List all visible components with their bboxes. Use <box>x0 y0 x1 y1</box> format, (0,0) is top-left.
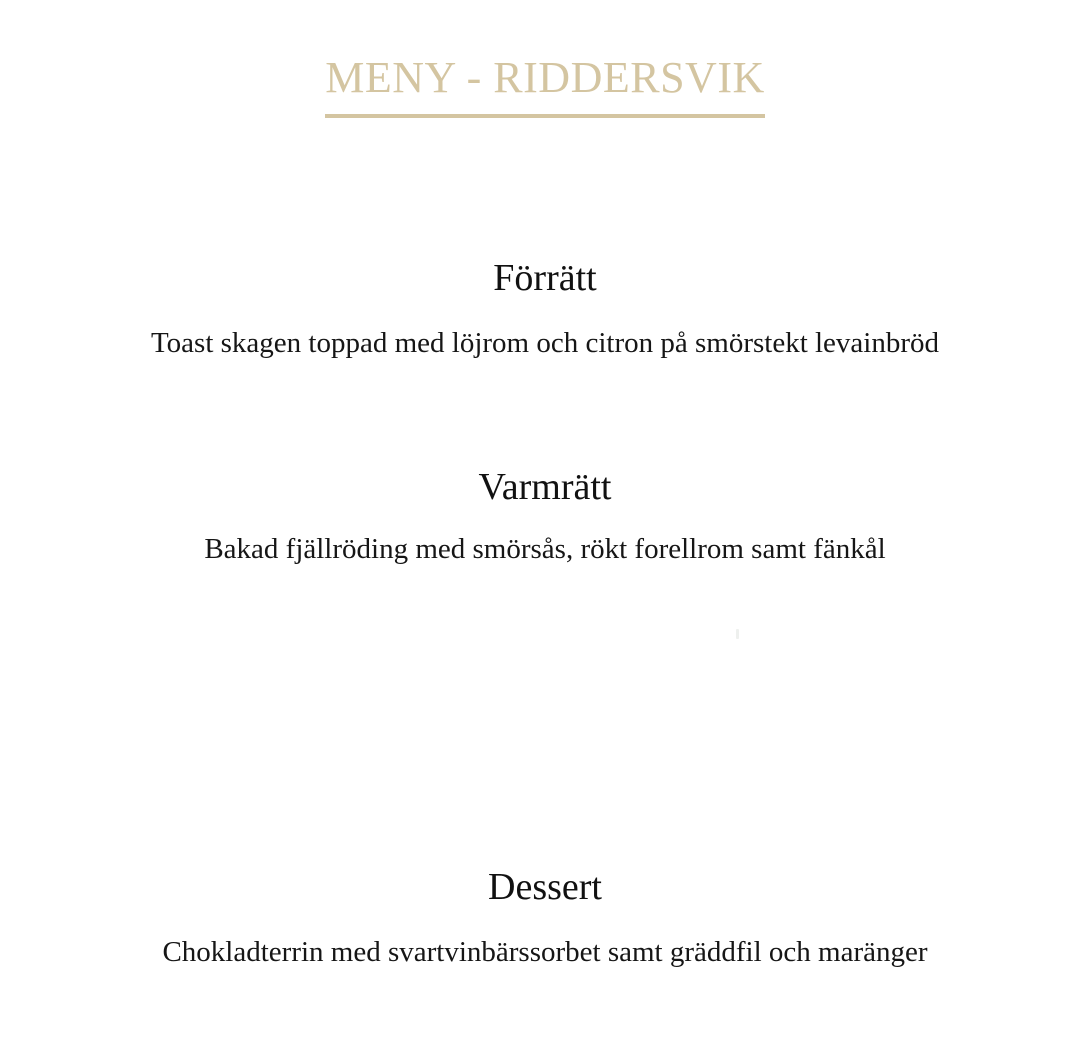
course-dessert <box>0 865 1080 969</box>
course-main <box>0 465 1080 566</box>
course-heading-starter: Förrätt <box>493 257 597 299</box>
course-heading-dessert: Dessert <box>488 866 602 908</box>
course-description-dessert: Chokladterrin med svartvinbärssorbet samt gräddfil och maränger <box>162 936 928 968</box>
course-description-starter: Toast skagen toppad med löjrom och citron på smörstekt levainbröd <box>150 327 940 359</box>
faint-mark <box>736 629 739 639</box>
course-heading-main: Varmrätt <box>478 466 612 508</box>
menu-title-text: MENY - RIDDERSVIK <box>325 52 765 118</box>
course-description-main: Bakad fjällröding med smörsås, rökt forellrom samt fänkål <box>204 533 886 565</box>
menu-title <box>0 52 1080 118</box>
course-starter <box>0 256 1080 360</box>
